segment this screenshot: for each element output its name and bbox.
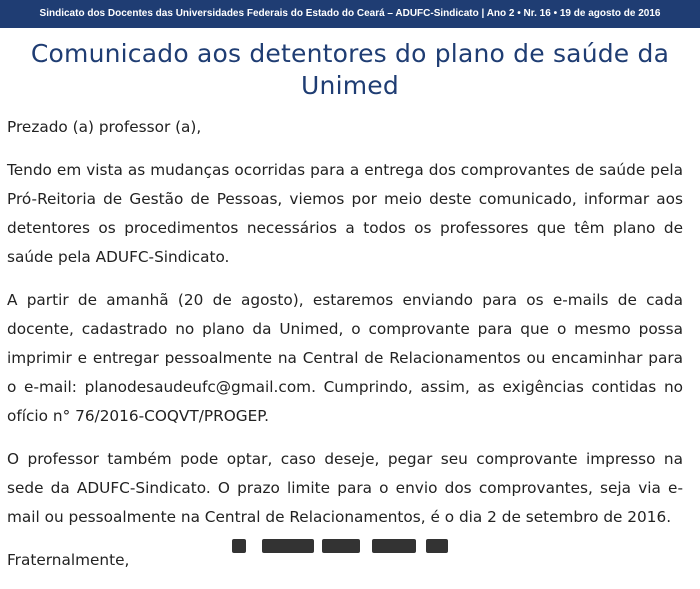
paragraph-1: Tendo em vista as mudanças ocorridas para a entrega dos comprovantes de saúde pela Pró-Reitoria de Gestão de Pessoas, viemos por meio deste comunicado, informar aos detentores os procedimentos necessários a todos os professores que têm plano de saúde pela ADUFC-Sindicato. [7, 161, 683, 266]
title-line-2: Unimed [301, 71, 399, 100]
article-body [7, 113, 683, 589]
closing: Fraternalmente, [7, 551, 130, 569]
greeting: Prezado (a) professor (a), [7, 118, 202, 136]
title-line-1: Comunicado aos detentores do plano de saúde da [30, 39, 670, 68]
paragraph-3: O professor também pode optar, caso deseje, pegar seu comprovante impresso na sede da ADUFC-Sindicato. O prazo limite para o envio dos comprovantes, seja via e-mail ou pessoalmente na Central de Relacionamentos, é o dia 2 de setembro de 2016. [7, 450, 683, 526]
page-title [0, 38, 700, 102]
paragraph-2: A partir de amanhã (20 de agosto), estaremos enviando para os e-mails de cada docente, cadastrado no plano da Unimed, o comprovante para que o mesmo possa imprimir e entregar pessoalmente na Central de Relacionamentos ou encaminhar para o e-mail: planodesaudeufc@gmail.com. Cumprindo, assim, as exigências contidas no ofício n° 76/2016-COQVT/PROGEP. [7, 291, 683, 425]
newsletter-header-bar: Sindicato dos Docentes das Universidades Federais do Estado do Ceará – ADUFC-Sindicato | Ano 2 • Nr. 16 • 19 de agosto de 2016 [0, 0, 700, 28]
cut-off-signature-line [0, 536, 700, 550]
